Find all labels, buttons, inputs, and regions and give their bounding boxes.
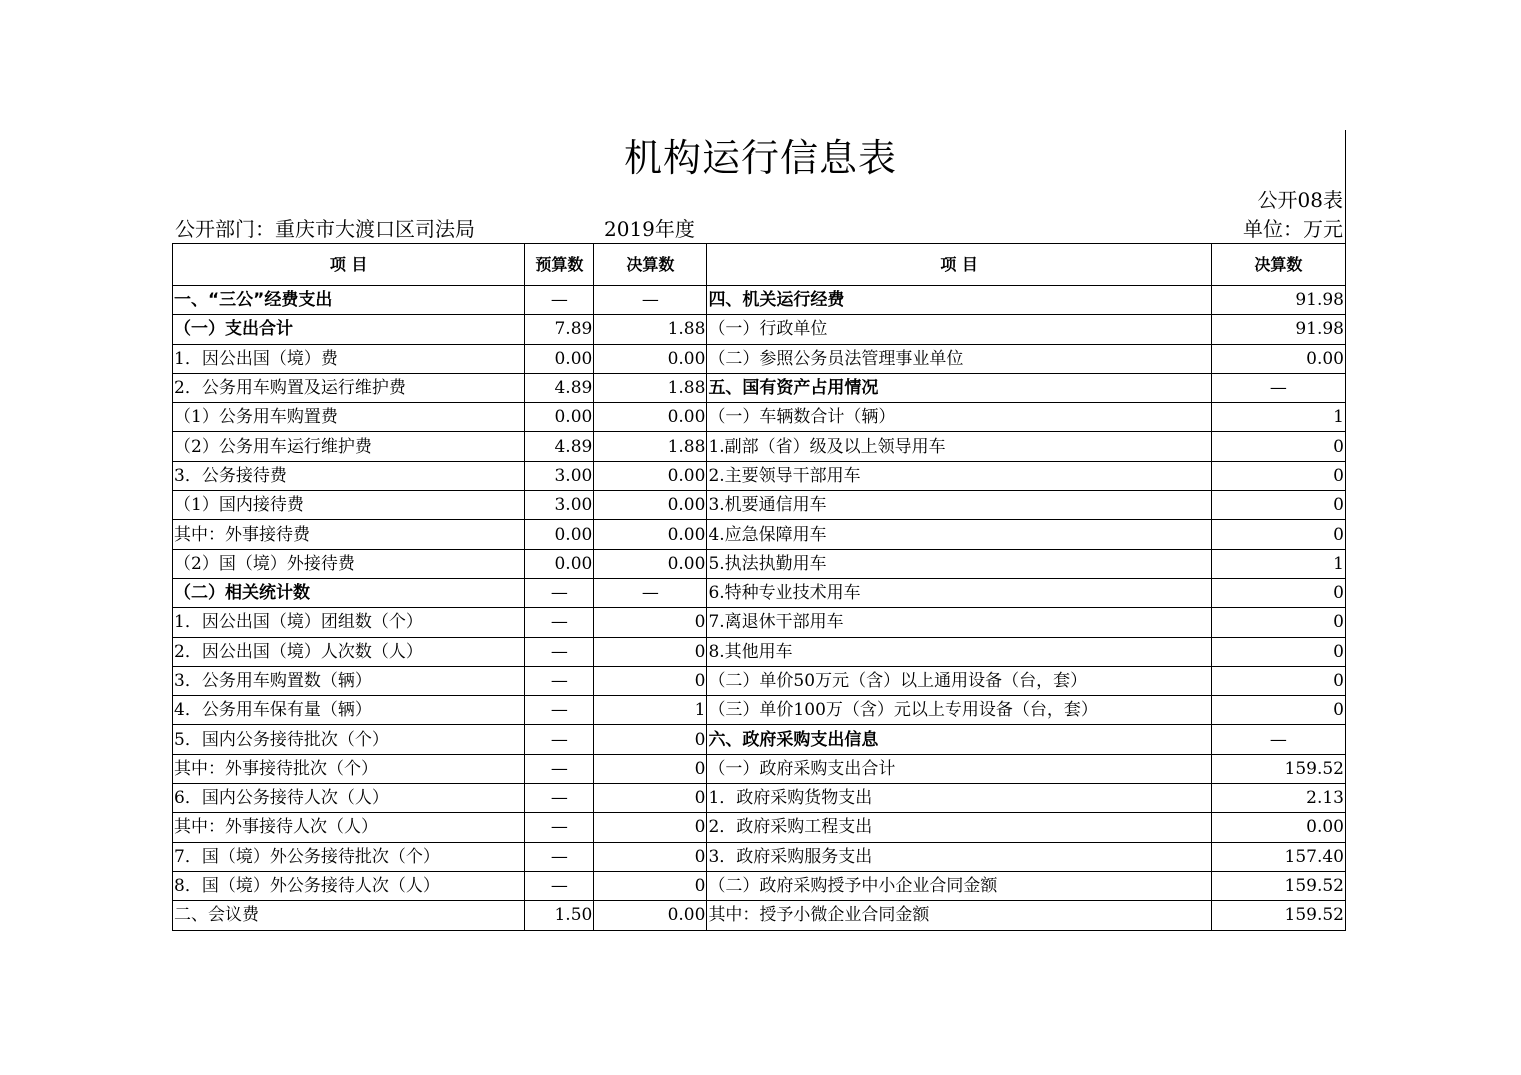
budget-value: — (525, 608, 594, 637)
table-row (173, 842, 1346, 871)
budget-value: — (525, 784, 594, 813)
info-table (172, 243, 1346, 931)
table-row (173, 725, 1346, 754)
table-header-row (173, 244, 1346, 286)
table-row (173, 901, 1346, 930)
table-row (173, 754, 1346, 783)
final-value: 0 (594, 608, 707, 637)
table-row (173, 784, 1346, 813)
right-value: 1 (1211, 403, 1345, 432)
right-item: （二）单价50万元（含）以上通用设备（台，套） (707, 666, 1211, 695)
right-item: 1．政府采购货物支出 (707, 784, 1211, 813)
table-row (173, 813, 1346, 842)
right-value: 157.40 (1211, 842, 1345, 871)
table-row (173, 373, 1346, 402)
final-value: 0.00 (594, 403, 707, 432)
right-value: 159.52 (1211, 754, 1345, 783)
right-value: 159.52 (1211, 901, 1345, 930)
right-value: 159.52 (1211, 871, 1345, 900)
final-value: 0 (594, 813, 707, 842)
right-item: （一）行政单位 (707, 315, 1211, 344)
right-item: 四、机关运行经费 (707, 286, 1211, 315)
final-value: 0.00 (594, 549, 707, 578)
header-item-right: 项 目 (707, 244, 1211, 286)
final-value: 1.88 (594, 373, 707, 402)
left-item: （一）支出合计 (173, 315, 525, 344)
budget-value: — (525, 842, 594, 871)
header-item-left: 项 目 (173, 244, 525, 286)
left-item: 3．公务接待费 (173, 461, 525, 490)
fiscal-year: 2019年度 (604, 217, 695, 241)
right-value: — (1211, 373, 1345, 402)
left-item: （1）国内接待费 (173, 491, 525, 520)
left-item: （2）国（境）外接待费 (173, 549, 525, 578)
final-value: 0.00 (594, 344, 707, 373)
budget-value: 3.00 (525, 491, 594, 520)
right-item: 8.其他用车 (707, 637, 1211, 666)
right-value: 0 (1211, 491, 1345, 520)
budget-value: — (525, 813, 594, 842)
left-item: 2．因公出国（境）人次数（人） (173, 637, 525, 666)
left-item: 其中：外事接待费 (173, 520, 525, 549)
right-item: （三）单价100万（含）元以上专用设备（台，套） (707, 696, 1211, 725)
right-value: 0 (1211, 520, 1345, 549)
left-item: 2．公务用车购置及运行维护费 (173, 373, 525, 402)
header-final-left: 决算数 (594, 244, 707, 286)
left-item: 8．国（境）外公务接待人次（人） (173, 871, 525, 900)
header-final-right: 决算数 (1211, 244, 1345, 286)
table-row (173, 637, 1346, 666)
budget-value: — (525, 286, 594, 315)
right-value: 0 (1211, 608, 1345, 637)
left-item: （2）公务用车运行维护费 (173, 432, 525, 461)
table-row (173, 578, 1346, 607)
table-row (173, 520, 1346, 549)
left-item: 其中：外事接待人次（人） (173, 813, 525, 842)
right-item: （二）参照公务员法管理事业单位 (707, 344, 1211, 373)
right-value: 2.13 (1211, 784, 1345, 813)
final-value: 0.00 (594, 901, 707, 930)
right-item: 2.主要领导干部用车 (707, 461, 1211, 490)
right-value: 0.00 (1211, 813, 1345, 842)
budget-value: 1.50 (525, 901, 594, 930)
right-value: — (1211, 725, 1345, 754)
final-value: 0.00 (594, 520, 707, 549)
right-item: 其中：授予小微企业合同金额 (707, 901, 1211, 930)
table-row (173, 549, 1346, 578)
final-value: 0.00 (594, 491, 707, 520)
right-value: 0 (1211, 696, 1345, 725)
right-item: （一）政府采购支出合计 (707, 754, 1211, 783)
budget-value: 0.00 (525, 549, 594, 578)
right-value: 0.00 (1211, 344, 1345, 373)
table-row (173, 666, 1346, 695)
right-item: 六、政府采购支出信息 (707, 725, 1211, 754)
right-value: 0 (1211, 578, 1345, 607)
budget-value: — (525, 666, 594, 695)
left-item: 6．国内公务接待人次（人） (173, 784, 525, 813)
final-value: 1.88 (594, 432, 707, 461)
right-item: 3.机要通信用车 (707, 491, 1211, 520)
budget-value: — (525, 637, 594, 666)
right-value: 91.98 (1211, 286, 1345, 315)
right-value: 0 (1211, 432, 1345, 461)
budget-value: — (525, 754, 594, 783)
final-value: 0 (594, 754, 707, 783)
table-row (173, 432, 1346, 461)
right-item: 3．政府采购服务支出 (707, 842, 1211, 871)
form-number: 公开08表 (1257, 188, 1343, 212)
right-item: 4.应急保障用车 (707, 520, 1211, 549)
left-item: 二、会议费 (173, 901, 525, 930)
right-value: 0 (1211, 666, 1345, 695)
unit-label: 单位：万元 (1243, 217, 1343, 241)
budget-value: — (525, 725, 594, 754)
table-row (173, 344, 1346, 373)
final-value: 0 (594, 784, 707, 813)
final-value: 1 (594, 696, 707, 725)
left-item: 7．国（境）外公务接待批次（个） (173, 842, 525, 871)
left-item: 5．国内公务接待批次（个） (173, 725, 525, 754)
header-budget: 预算数 (525, 244, 594, 286)
right-item: 2．政府采购工程支出 (707, 813, 1211, 842)
final-value: 0 (594, 637, 707, 666)
final-value: — (594, 578, 707, 607)
budget-value: 4.89 (525, 373, 594, 402)
table-row (173, 461, 1346, 490)
page-title: 机构运行信息表 (623, 136, 897, 180)
left-item: 1．因公出国（境）团组数（个） (173, 608, 525, 637)
right-item: 1.副部（省）级及以上领导用车 (707, 432, 1211, 461)
final-value: 0 (594, 666, 707, 695)
budget-value: — (525, 871, 594, 900)
right-value: 0 (1211, 461, 1345, 490)
budget-value: — (525, 696, 594, 725)
left-item: 其中：外事接待批次（个） (173, 754, 525, 783)
left-item: （1）公务用车购置费 (173, 403, 525, 432)
final-value: 0 (594, 842, 707, 871)
right-item: 7.离退休干部用车 (707, 608, 1211, 637)
right-item: 五、国有资产占用情况 (707, 373, 1211, 402)
left-item: 4．公务用车保有量（辆） (173, 696, 525, 725)
right-value: 0 (1211, 637, 1345, 666)
left-item: 3．公务用车购置数（辆） (173, 666, 525, 695)
left-item: （二）相关统计数 (173, 578, 525, 607)
budget-value: 3.00 (525, 461, 594, 490)
left-item: 1．因公出国（境）费 (173, 344, 525, 373)
table-row (173, 608, 1346, 637)
table-row (173, 491, 1346, 520)
budget-value: 4.89 (525, 432, 594, 461)
budget-value: 0.00 (525, 403, 594, 432)
budget-value: 0.00 (525, 520, 594, 549)
right-item: 5.执法执勤用车 (707, 549, 1211, 578)
right-item: （二）政府采购授予中小企业合同金额 (707, 871, 1211, 900)
left-item: 一、“三公”经费支出 (173, 286, 525, 315)
final-value: 1.88 (594, 315, 707, 344)
table-row (173, 403, 1346, 432)
final-value: 0 (594, 725, 707, 754)
final-value: 0.00 (594, 461, 707, 490)
right-item: （一）车辆数合计（辆） (707, 403, 1211, 432)
final-value: 0 (594, 871, 707, 900)
final-value: — (594, 286, 707, 315)
right-value: 91.98 (1211, 315, 1345, 344)
department-label: 公开部门：重庆市大渡口区司法局 (175, 217, 475, 241)
table-row (173, 696, 1346, 725)
budget-value: 7.89 (525, 315, 594, 344)
right-value: 1 (1211, 549, 1345, 578)
budget-value: — (525, 578, 594, 607)
right-item: 6.特种专业技术用车 (707, 578, 1211, 607)
table-row (173, 871, 1346, 900)
budget-value: 0.00 (525, 344, 594, 373)
table-row (173, 315, 1346, 344)
table-row (173, 286, 1346, 315)
